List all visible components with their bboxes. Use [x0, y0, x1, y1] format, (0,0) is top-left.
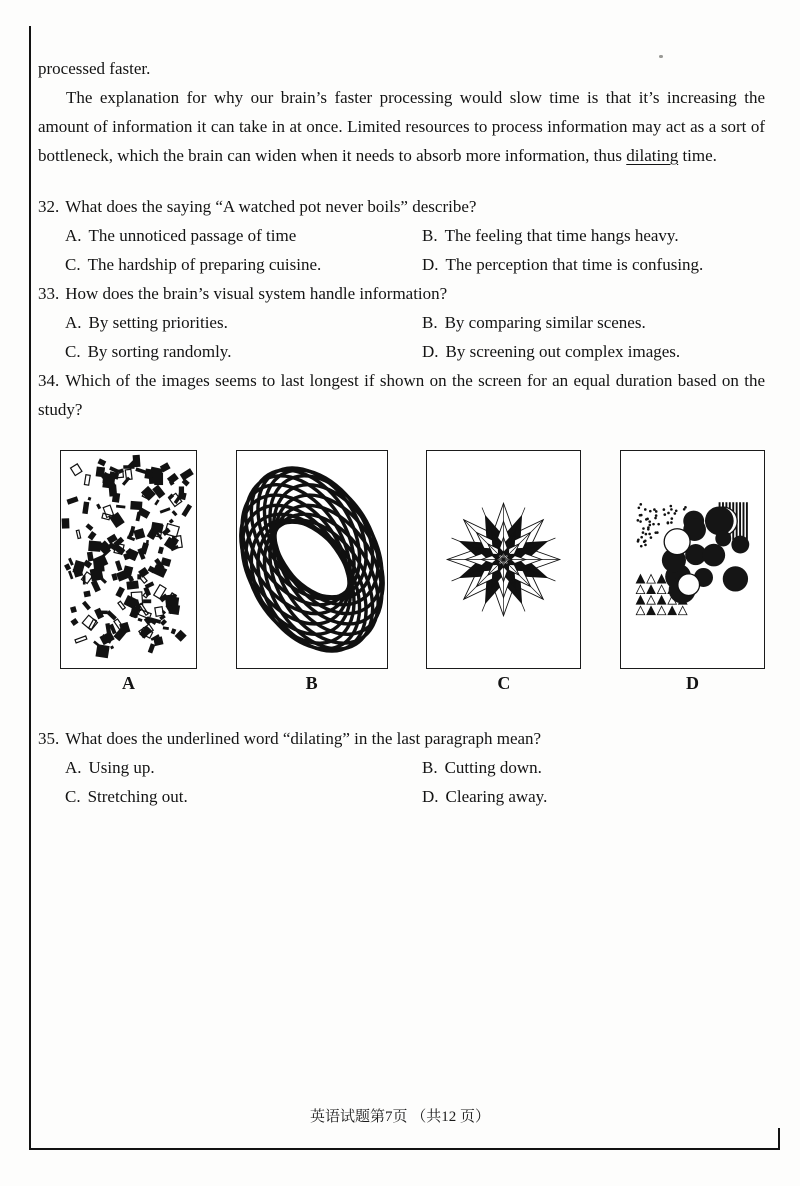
paragraph-fragment: processed faster. [38, 59, 151, 78]
explanation-paragraph [38, 83, 765, 170]
figure-a-label: A [122, 673, 135, 693]
question-33-text [38, 279, 765, 308]
scan-edge-left [29, 26, 31, 1150]
option-35-b: B. Cutting down. [422, 758, 542, 777]
option-32-a: A. The unnoticed passage of time [65, 226, 297, 245]
star-mandala-image [427, 451, 580, 668]
figure-b-label: B [305, 673, 318, 693]
rings-vortex-image [237, 451, 387, 668]
question-32-text [38, 192, 765, 221]
option-35-c: C. Stretching out. [65, 787, 188, 806]
figure-c-frame [426, 450, 581, 669]
scan-edge-bottom [29, 1148, 780, 1150]
figure-d [620, 450, 765, 698]
paragraph-text-pre: The explanation for why our brain’s faster processing would slow time is that it’s increasing the amount of information it can take in at once. Limited resources to process information may act as a sort of bottleneck, which the brain can widen when it needs to absorb more information, thus [38, 88, 765, 165]
question-32-stem: What does the saying “A watched pot never boils” describe? [65, 197, 477, 216]
question-35-stem: What does the underlined word “dilating” in the last paragraph mean? [65, 729, 542, 748]
option-32-b: B. The feeling that time hangs heavy. [422, 226, 679, 245]
question-34 [38, 366, 765, 424]
question-35 [38, 724, 765, 811]
scan-edge-corner [778, 1128, 780, 1150]
question-32-options [38, 221, 765, 279]
question-34-number: 34. [38, 371, 60, 390]
question-35-number: 35. [38, 729, 60, 748]
question-34-stem: Which of the images seems to last longest if shown on the screen for an equal duration based on the study? [38, 371, 765, 419]
option-33-b: B. By comparing similar scenes. [422, 313, 646, 332]
option-35-d: D. Clearing away. [422, 787, 548, 806]
figure-c-label: C [497, 673, 511, 693]
question-35-options [38, 753, 765, 811]
question-32 [38, 192, 765, 279]
option-35-a: A. Using up. [65, 758, 155, 777]
figure-b [236, 450, 388, 698]
page-footer: 英语试题第7页 （共12 页） [309, 1109, 490, 1125]
figure-row [60, 450, 765, 698]
figure-d-label: D [685, 673, 699, 693]
question-34-text [38, 366, 765, 424]
figure-b-frame [236, 450, 388, 669]
exam-page-content [38, 54, 765, 811]
figure-d-frame [620, 450, 765, 669]
scattered-shapes-image [61, 451, 196, 668]
paragraph-text-post: time. [678, 146, 717, 165]
question-33-stem: How does the brain’s visual system handle information? [65, 284, 448, 303]
question-33-number: 33. [38, 284, 60, 303]
option-33-a: A. By setting priorities. [65, 313, 228, 332]
figure-a-frame [60, 450, 197, 669]
option-33-d: D. By screening out complex images. [422, 342, 681, 361]
figure-a [60, 450, 197, 698]
underlined-word-dilating: dilating [626, 146, 679, 165]
option-33-c: C. By sorting randomly. [65, 342, 232, 361]
figure-c [426, 450, 581, 698]
question-33 [38, 279, 765, 366]
question-32-number: 32. [38, 197, 60, 216]
question-35-text [38, 724, 765, 753]
pattern-collage-image [621, 451, 764, 668]
question-33-options [38, 308, 765, 366]
option-32-d: D. The perception that time is confusing. [422, 255, 704, 274]
option-32-c: C. The hardship of preparing cuisine. [65, 255, 322, 274]
